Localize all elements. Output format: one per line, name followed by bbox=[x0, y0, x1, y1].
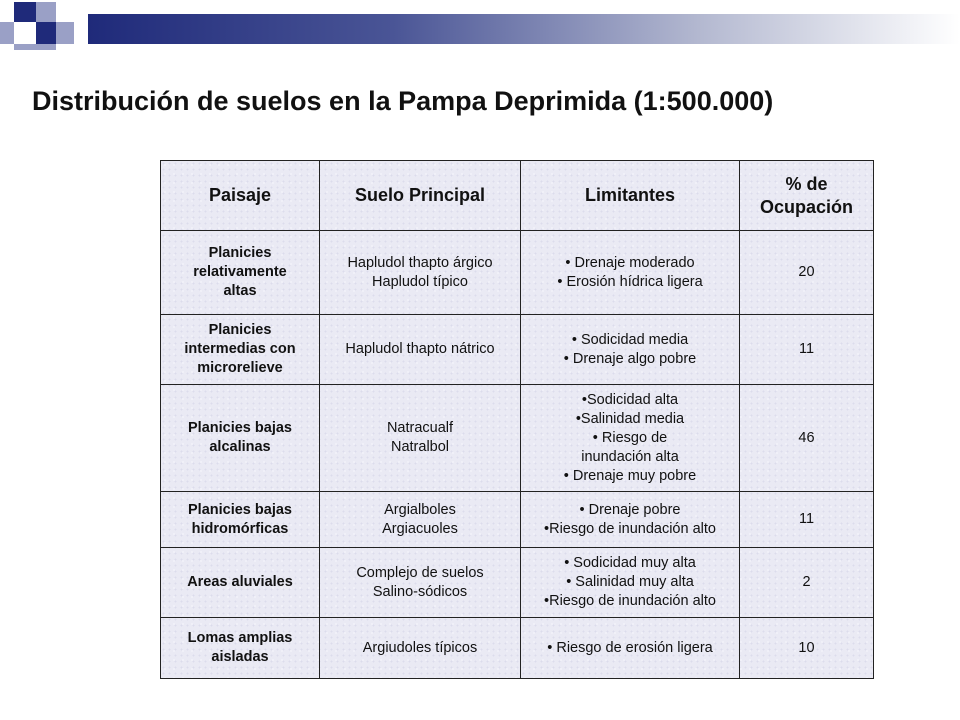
cell-limitantes bbox=[521, 492, 740, 548]
header-ocupacion bbox=[740, 161, 874, 231]
cell-limitantes bbox=[521, 618, 740, 679]
cell-limitantes-line: • Drenaje muy pobre bbox=[563, 467, 697, 484]
slide-title: Distribución de suelos en la Pampa Deprimida (1:500.000) bbox=[32, 86, 774, 116]
table-row bbox=[161, 231, 874, 315]
cell-paisaje-line: Areas aluviales bbox=[187, 574, 293, 590]
cell-paisaje-line: Planicies bbox=[208, 245, 272, 261]
soil-distribution-table bbox=[160, 160, 874, 679]
cell-suelo-principal bbox=[320, 385, 521, 492]
cell-paisaje-line: Planicies bajas bbox=[188, 501, 292, 518]
cell-limitantes-line: • Sodicidad muy alta bbox=[564, 555, 696, 571]
table-row bbox=[161, 618, 874, 679]
decorative-square bbox=[36, 2, 56, 22]
cell-limitantes-line: • Drenaje algo pobre bbox=[563, 350, 697, 367]
cell-ocupacion: 2 bbox=[740, 548, 874, 618]
cell-limitantes-line: • Riesgo de bbox=[592, 429, 668, 446]
cell-suelo-principal-line: Argialboles bbox=[384, 501, 456, 518]
table-row bbox=[161, 385, 874, 492]
table-row bbox=[161, 315, 874, 385]
cell-limitantes bbox=[521, 385, 740, 492]
decorative-square bbox=[56, 22, 74, 44]
header-ocupacion-line-2: Ocupación bbox=[759, 196, 853, 217]
cell-suelo-principal-line: Argiudoles típicos bbox=[362, 639, 478, 656]
cell-paisaje-line: microrelieve bbox=[197, 360, 283, 376]
cell-ocupacion: 11 bbox=[740, 315, 874, 385]
cell-paisaje-line: hidromórficas bbox=[191, 520, 289, 537]
decorative-square bbox=[14, 2, 36, 22]
cell-ocupacion: 10 bbox=[740, 618, 874, 679]
cell-paisaje bbox=[161, 315, 320, 385]
cell-suelo-principal-line: Complejo de suelos bbox=[356, 564, 484, 581]
decorative-header bbox=[0, 0, 960, 50]
cell-paisaje bbox=[161, 492, 320, 548]
cell-limitantes bbox=[521, 548, 740, 618]
cell-limitantes bbox=[521, 315, 740, 385]
cell-suelo-principal-line: Argiacuoles bbox=[382, 520, 458, 537]
decorative-square bbox=[0, 22, 14, 44]
cell-limitantes-line: • Sodicidad media bbox=[571, 331, 689, 348]
cell-paisaje-line: altas bbox=[223, 283, 257, 299]
cell-limitantes-line: • Riesgo de erosión ligera bbox=[547, 639, 713, 656]
cell-paisaje-line: intermedias con bbox=[184, 341, 296, 357]
header-limitantes: Limitantes bbox=[521, 161, 740, 231]
cell-suelo-principal-line: Salino-sódicos bbox=[372, 583, 468, 600]
cell-ocupacion: 20 bbox=[740, 231, 874, 315]
cell-paisaje-line: relativamente bbox=[193, 264, 287, 280]
cell-paisaje-line: alcalinas bbox=[209, 439, 271, 455]
soil-distribution-table-container bbox=[160, 160, 873, 678]
header-paisaje: Paisaje bbox=[161, 161, 320, 231]
cell-limitantes-line: •Sodicidad alta bbox=[581, 391, 679, 408]
cell-suelo-principal bbox=[320, 492, 521, 548]
table-header-row bbox=[161, 161, 874, 231]
header-ocupacion-line-1: % de bbox=[785, 173, 828, 194]
cell-suelo-principal-line: Natracualf bbox=[386, 420, 454, 436]
decorative-square bbox=[14, 44, 36, 50]
cell-limitantes-line: • Salinidad muy alta bbox=[566, 574, 694, 590]
cell-paisaje-line: Lomas amplias bbox=[187, 630, 293, 646]
cell-suelo-principal-line: Hapludol thapto nátrico bbox=[345, 341, 495, 357]
decorative-square bbox=[56, 2, 74, 18]
cell-suelo-principal-line: Natralbol bbox=[390, 439, 450, 455]
cell-limitantes-line: • Erosión hídrica ligera bbox=[557, 273, 703, 290]
cell-limitantes-line: •Riesgo de inundación alto bbox=[544, 520, 716, 537]
cell-limitantes-line: •Salinidad media bbox=[575, 410, 685, 427]
cell-suelo-principal bbox=[320, 315, 521, 385]
decorative-gradient-band bbox=[88, 14, 960, 44]
cell-limitantes-line: •Riesgo de inundación alto bbox=[544, 593, 716, 609]
table-row bbox=[161, 548, 874, 618]
cell-limitantes-line: inundación alta bbox=[581, 448, 679, 465]
decorative-square bbox=[36, 44, 56, 50]
decorative-square bbox=[14, 22, 36, 44]
cell-limitantes-line: • Drenaje pobre bbox=[579, 501, 681, 518]
cell-paisaje bbox=[161, 548, 320, 618]
cell-ocupacion: 46 bbox=[740, 385, 874, 492]
header-suelo-principal: Suelo Principal bbox=[320, 161, 521, 231]
cell-ocupacion: 11 bbox=[740, 492, 874, 548]
cell-paisaje bbox=[161, 231, 320, 315]
cell-paisaje-line: aisladas bbox=[211, 649, 269, 665]
cell-suelo-principal-line: Hapludol thapto árgico bbox=[347, 254, 493, 271]
cell-suelo-principal-line: Hapludol típico bbox=[372, 273, 468, 290]
cell-paisaje-line: Planicies bajas bbox=[188, 420, 292, 436]
cell-suelo-principal bbox=[320, 548, 521, 618]
table-row bbox=[161, 492, 874, 548]
cell-paisaje bbox=[161, 618, 320, 679]
cell-suelo-principal bbox=[320, 231, 521, 315]
cell-paisaje-line: Planicies bbox=[208, 322, 272, 338]
decorative-square bbox=[36, 22, 56, 44]
cell-paisaje bbox=[161, 385, 320, 492]
cell-limitantes bbox=[521, 231, 740, 315]
cell-limitantes-line: • Drenaje moderado bbox=[565, 254, 695, 271]
cell-suelo-principal bbox=[320, 618, 521, 679]
